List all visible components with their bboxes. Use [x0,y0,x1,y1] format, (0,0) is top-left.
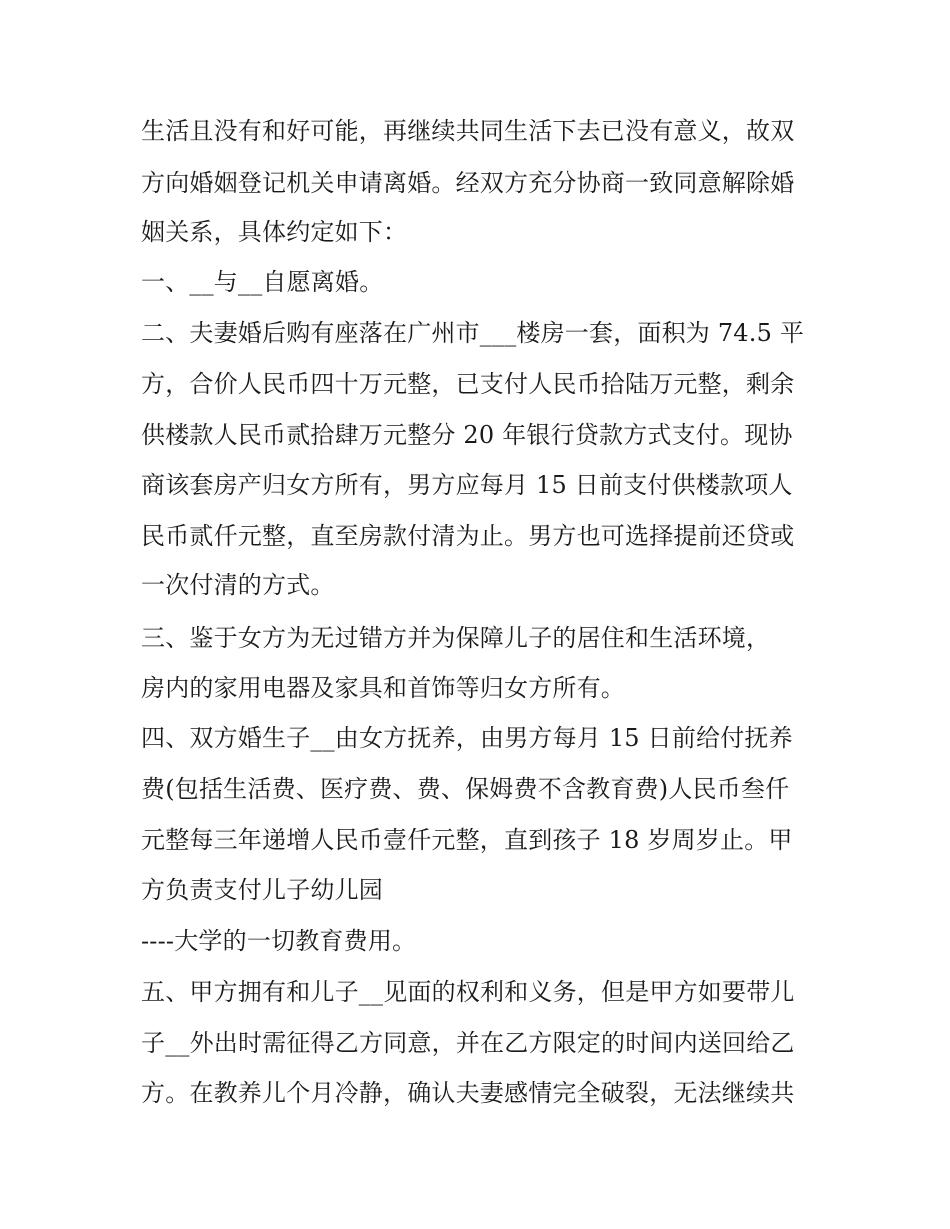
text-line: 商该套房产归女方所有，男方应每月 15 日前支付供楼款项人 [141,471,793,499]
text-line: ----大学的一切教育费用。 [141,927,417,955]
text-line: 姻关系，具体约定如下： [141,218,408,246]
text-line: 生活且没有和好可能，再继续共同生活下去已没有意义，故双 [141,117,795,145]
text-line: 民币贰仟元整，直至房款付清为止。男方也可选择提前还贷或 [141,522,795,550]
text-line: 子__外出时需征得乙方同意，并在乙方限定的时间内送回给乙 [141,1029,795,1057]
text-line: 方。在教养儿个月冷静，确认夫妻感情完全破裂，无法继续共 [141,1079,795,1107]
text-line: 费(包括生活费、医疗费、费、保姆费不含教育费)人民币叁仟 [141,775,790,803]
text-line: 方负责支付儿子幼儿园 [141,876,383,904]
text-line: 五、甲方拥有和儿子__见面的权利和义务，但是甲方如要带儿 [141,978,795,1006]
text-line: 房内的家用电器及家具和首饰等归女方所有。 [141,674,625,702]
text-line: 一次付清的方式。 [141,571,335,599]
text-line: 四、双方婚生子__由女方抚养，由男方每月 15 日前给付抚养 [141,724,793,752]
text-line: 元整每三年递增人民币壹仟元整，直到孩子 18 岁周岁止。甲 [141,826,793,854]
text-line: 三、鉴于女方为无过错方并为保障儿子的居住和生活环境， [141,624,771,652]
text-line: 二、夫妻婚后购有座落在广州市___楼房一套，面积为 74.5 平 [141,319,805,347]
text-line: 方向婚姻登记机关申请离婚。经双方充分协商一致同意解除婚 [141,169,795,197]
text-line: 供楼款人民币贰拾肆万元整分 20 年银行贷款方式支付。现协 [141,421,793,449]
text-line: 一、__与__自愿离婚。 [141,268,384,296]
text-line: 方，合价人民币四十万元整，已支付人民币拾陆万元整，剩余 [141,370,795,398]
